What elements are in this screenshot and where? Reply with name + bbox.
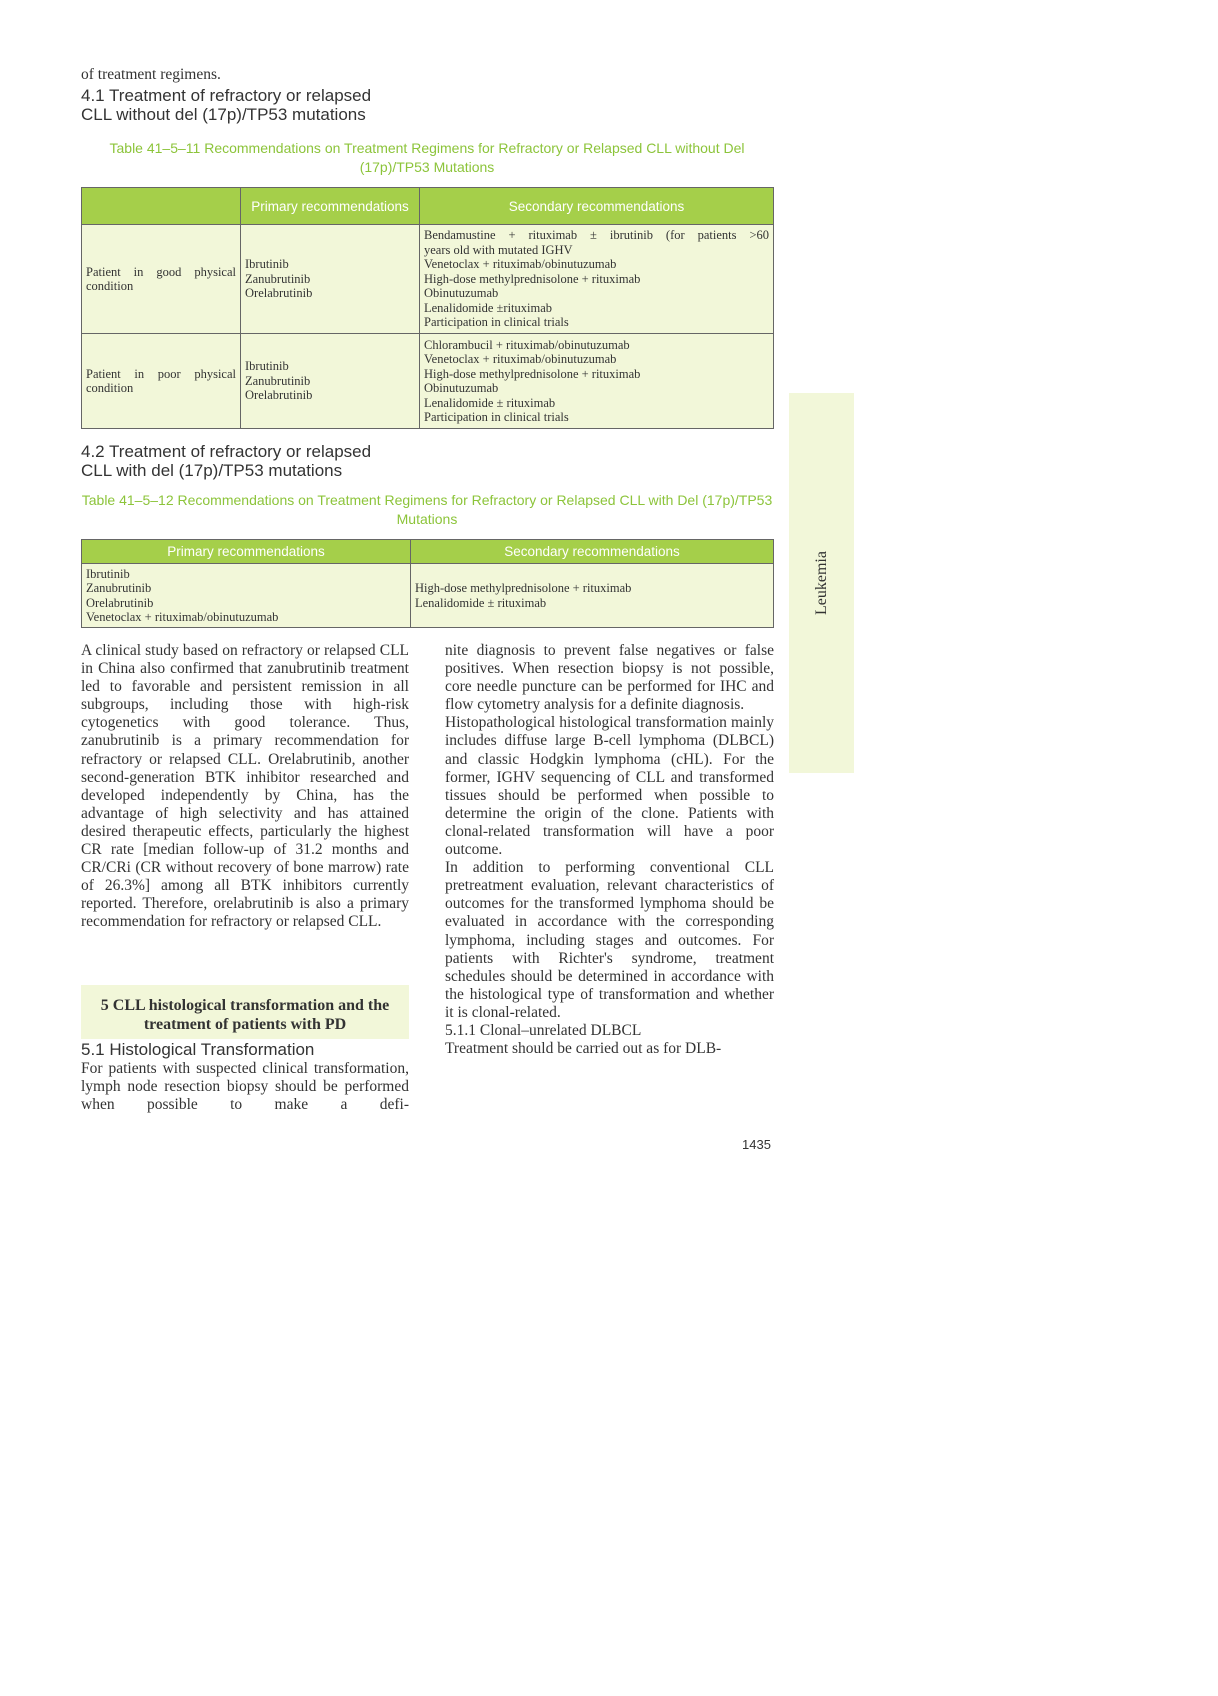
table-1-row-label: Patient in poor physical condition — [82, 334, 241, 429]
table-1-header-primary: Primary recommendations — [241, 188, 420, 225]
sidebar-tab — [789, 393, 854, 773]
table-1-row-secondary: Chlorambucil + rituximab/obinutuzumab Venetoclax + rituximab/obinutuzumab High-dose methylprednisolone + rituximab Obinutuzumab Lenalidomide ± rituximab Participation in clinical trials — [420, 334, 774, 429]
section-4-1-line2: CLL without del (17p)/TP53 mutations — [81, 105, 366, 124]
table-1-header-empty — [82, 188, 241, 225]
table-1-row-secondary: Bendamustine + rituximab ± ibrutinib (for patients >60 years old with mutated IGHV Venetoclax + rituximab/obinutuzumab High-dose methylprednisolone + rituximab Obinutuzumab Lenalidomide ±rituximab Participation in clinical trials — [420, 225, 774, 334]
section-5-1-heading: 5.1 Histological Transformation — [81, 1040, 315, 1059]
table-1-row-label: Patient in good physical condition — [82, 225, 241, 334]
table-2-caption: Table 41–5–12 Recommendations on Treatment Regimens for Refractory or Relapsed CLL with Del (17p)/TP53 Mutations — [81, 492, 773, 527]
table-2 — [81, 539, 774, 628]
left-paragraph-1: A clinical study based on refractory or relapsed CLL in China also confirmed that zanubrutinib treatment led to favorable and persistent remission in all subgroups, including those with high-risk cytogenetics with good tolerance. Thus, zanubrutinib is a primary recommendation for refractory or relapsed CLL. Orelabrutinib, another second-generation BTK inhibitor researched and developed independently by China, has the advantage of high selectivity and has attained desired therapeutic effects, particularly the highest CR rate [median follow-up of 31.2 months and CR/CRi (CR without recovery of bone marrow) rate of 26.3%] among all BTK inhibitors currently reported. Therefore, orelabrutinib is also a primary recommendation for refractory or relapsed CLL. — [81, 642, 409, 931]
right-paragraph-2: Histopathological histological transformation mainly includes diffuse large B-cell lymphoma (DLBCL) and classic Hodgkin lymphoma (cHL). For the former, IGHV sequencing of CLL and transformed tissues should be performed when possible to determine the origin of the clone. Patients with clonal-related transformation will have a poor outcome. — [445, 714, 774, 859]
section-4-1-line1: 4.1 Treatment of refractory or relapsed — [81, 86, 372, 105]
intro-text: of treatment regimens. — [81, 66, 221, 83]
section-4-2-line2: CLL with del (17p)/TP53 mutations — [81, 461, 343, 480]
section-4-2-heading — [81, 442, 441, 480]
table-1-row-primary: Ibrutinib Zanubrutinib Orelabrutinib — [241, 225, 420, 334]
right-paragraph-3: In addition to performing conventional CLL pretreatment evaluation, relevant characteristics of outcomes for the transformed lymphoma should be evaluated in accordance with the corresponding lymphoma, including stages and outcomes. For patients with Richter's syndrome, treatment schedules should be determined in accordance with the histological type of transformation and whether it is clonal-related. — [445, 859, 774, 1021]
right-column — [445, 642, 774, 1058]
table-1 — [81, 187, 774, 429]
section-4-2-line1: 4.2 Treatment of refractory or relapsed — [81, 442, 372, 461]
left-paragraph-2: For patients with suspected clinical transformation, lymph node resection biopsy should be performed when possible to make a defi- — [81, 1060, 409, 1114]
table-2-header-primary: Primary recommendations — [82, 540, 411, 564]
section-4-1-heading — [81, 86, 441, 124]
left-column-lower — [81, 1060, 409, 1114]
table-1-caption: Table 41–5–11 Recommendations on Treatment Regimens for Refractory or Relapsed CLL without Del (17p)/TP53 Mutations — [109, 140, 745, 175]
page-number: 1435 — [742, 1137, 771, 1152]
table-row — [82, 334, 774, 429]
left-column — [81, 642, 409, 932]
table-1-header-secondary: Secondary recommendations — [420, 188, 774, 225]
sidebar-label: Leukemia — [812, 551, 830, 615]
table-2-secondary-cell: High-dose methylprednisolone + rituximab Lenalidomide ± rituximab — [411, 564, 774, 628]
table-row — [82, 564, 774, 628]
table-1-row-primary: Ibrutinib Zanubrutinib Orelabrutinib — [241, 334, 420, 429]
right-paragraph-1: nite diagnosis to prevent false negatives or false positives. When resection biopsy is not possible, core needle puncture can be performed for IHC and flow cytometry analysis for a definite diagnosis. — [445, 642, 774, 714]
table-2-header-secondary: Secondary recommendations — [411, 540, 774, 564]
section-5-heading: 5 CLL histological transformation and the treatment of patients with PD — [81, 985, 409, 1039]
table-row — [82, 225, 774, 334]
right-paragraph-4: Treatment should be carried out as for DLB- — [445, 1040, 722, 1058]
table-2-primary-cell: Ibrutinib Zanubrutinib Orelabrutinib Venetoclax + rituximab/obinutuzumab — [82, 564, 411, 628]
section-5-1-1-heading: 5.1.1 Clonal–unrelated DLBCL — [445, 1021, 642, 1039]
